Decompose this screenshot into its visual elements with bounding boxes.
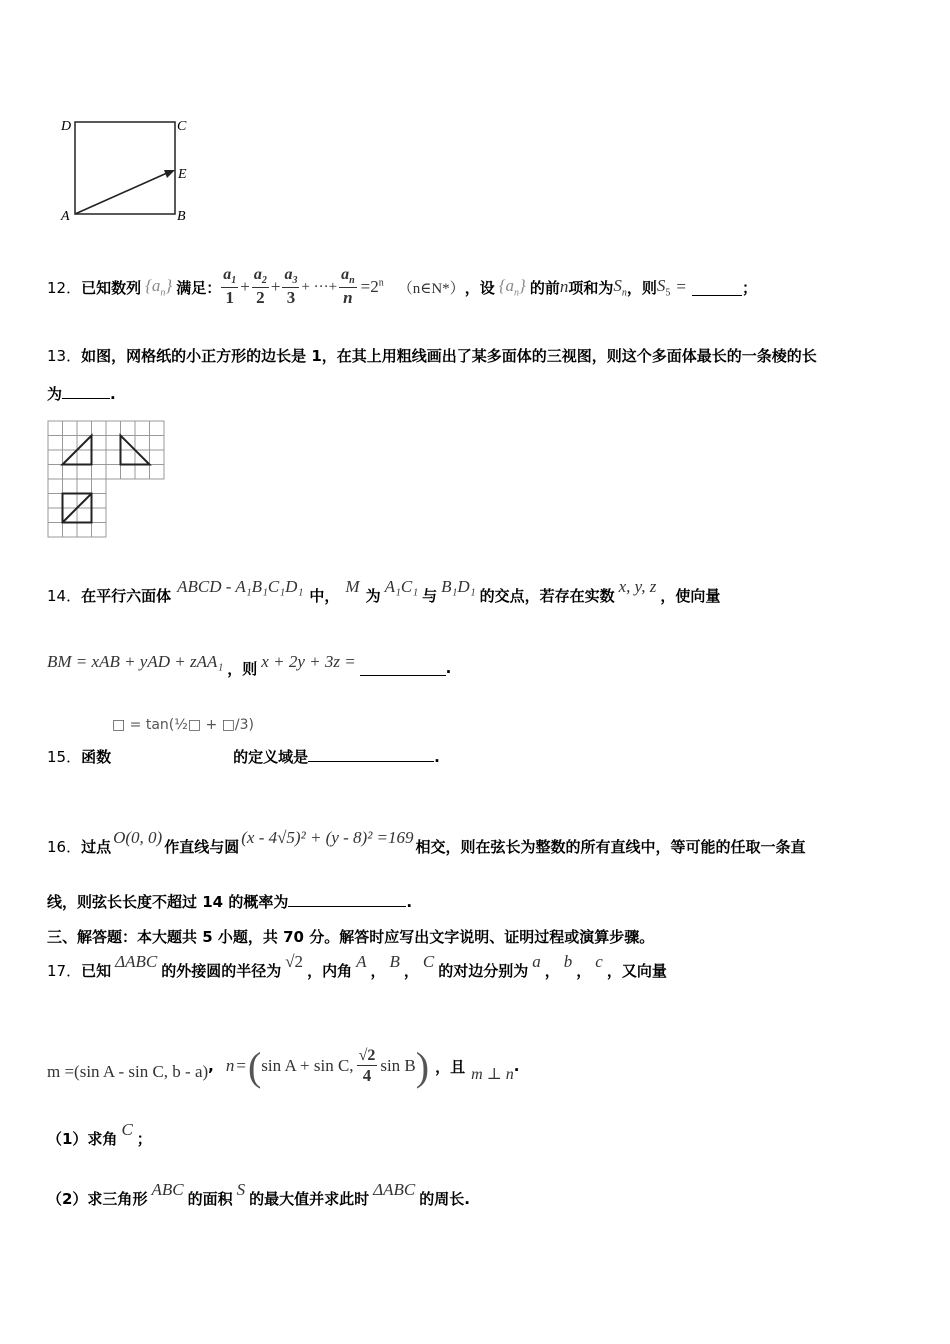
q17-vector-m: m =(sin A - sin C, b - a) [47,1062,209,1081]
q14-solid: ABCD - A₁B₁C₁D₁ [177,577,304,596]
question-14-line2: BM = xAB + yAD + zAA₁ ，则 x + 2y + 3z = . [47,652,452,678]
question-13: 13．如图，网格纸的小正方形的边长是 1，在其上用粗线画出了某多面体的三视图，则这个多面体最长的一条棱的长 [47,347,817,365]
question-16-line2: 线，则弦长长度不超过 14 的概率为 . [47,893,413,911]
label-C: C [177,119,187,134]
square-figure [55,112,195,227]
q15-function-formula: □ = tan(½□ + □/3) [112,717,255,733]
question-16: 16． 过点 O(0, 0) 作直线与圆 (x - 4√5)² + (y - 8)² =169 相交，则在弦长为整数的所有直线中，等可能的任取一条直 [47,828,806,856]
question-15: 15．函数 的定义域是 . [47,748,440,766]
q12-frac-3: $\frac{a_3}{3}$ [284,266,298,307]
label-E: E [178,167,187,182]
question-14: 14． 在平行六面体 ABCD - A₁B₁C₁D₁ 中， M 为 A₁C₁ 与 B₁D₁ 的交点，若存在实数 x, y, z ，使向量 [47,577,721,605]
q17-part-2: （2）求三角形 ABC 的面积 S 的最大值并求此时 ΔABC 的周长. [47,1180,470,1208]
question-17: 17． 已知 ΔABC 的外接圆的半径为 √2 ，内角 A ， B ， C 的对边分别为 a ， b ， c ，又向量 [47,952,667,980]
q16-answer-blank[interactable] [288,892,406,907]
q12-cond: （n∈N*） [397,280,465,297]
q12-text1: 已知数列 [81,278,142,297]
question-17-vectors: m =(sin A - sin C, b - a) , n = ( sin A + sin C, $\frac{√2}{4}$ sin B ) ，且 m ⊥ n . [47,1043,520,1089]
label-D: D [61,119,72,134]
section-3-heading: 三、解答题：本大题共 5 小题，共 70 分。解答时应写出文字说明、证明过程或演算步骤。 [47,928,655,946]
label-A: A [61,209,70,224]
q16-circle-eq: (x - 4√5)² + (y - 8)² =169 [241,828,414,847]
q14-vector-eq: BM = xAB + yAD + zAA₁ [47,652,224,671]
question-13-line2: 为 . [47,385,116,403]
three-view-grid [47,420,167,540]
q12-number: 12． [47,278,82,297]
q12-frac-2: $\frac{a_2}{2}$ [253,266,267,307]
q12-frac-n: $\frac{a_n}{n}$ [341,266,355,307]
q15-answer-blank[interactable] [308,747,434,762]
q13-answer-blank[interactable] [62,384,110,399]
q12-seq: a [151,275,161,295]
question-12: 12． 已知数列 $\{a_n\}$ 满足： $\frac{a_1}{1}$ + $\frac{a_2}{2}$ + $\frac{a_3}{3}$ + ···+ $\frac{a_n}{n}$ $=2^n$ （n∈N*） ，设 $\{a_n\}$ 的前 n 项和为 $S_n$ ，则 $S_5$ = ； [47,266,757,307]
label-B: B [177,209,186,224]
q14-answer-blank[interactable] [360,661,446,676]
q17-perp: m ⊥ n [471,1066,514,1083]
q17-vector-n-label: n [225,1056,235,1075]
q12-answer-blank[interactable] [692,279,742,296]
q17-part-1: （1）求角 C ； [47,1120,152,1148]
q12-text2: 满足： [176,278,222,297]
q12-frac-1: $\frac{a_1}{1}$ [223,266,237,307]
